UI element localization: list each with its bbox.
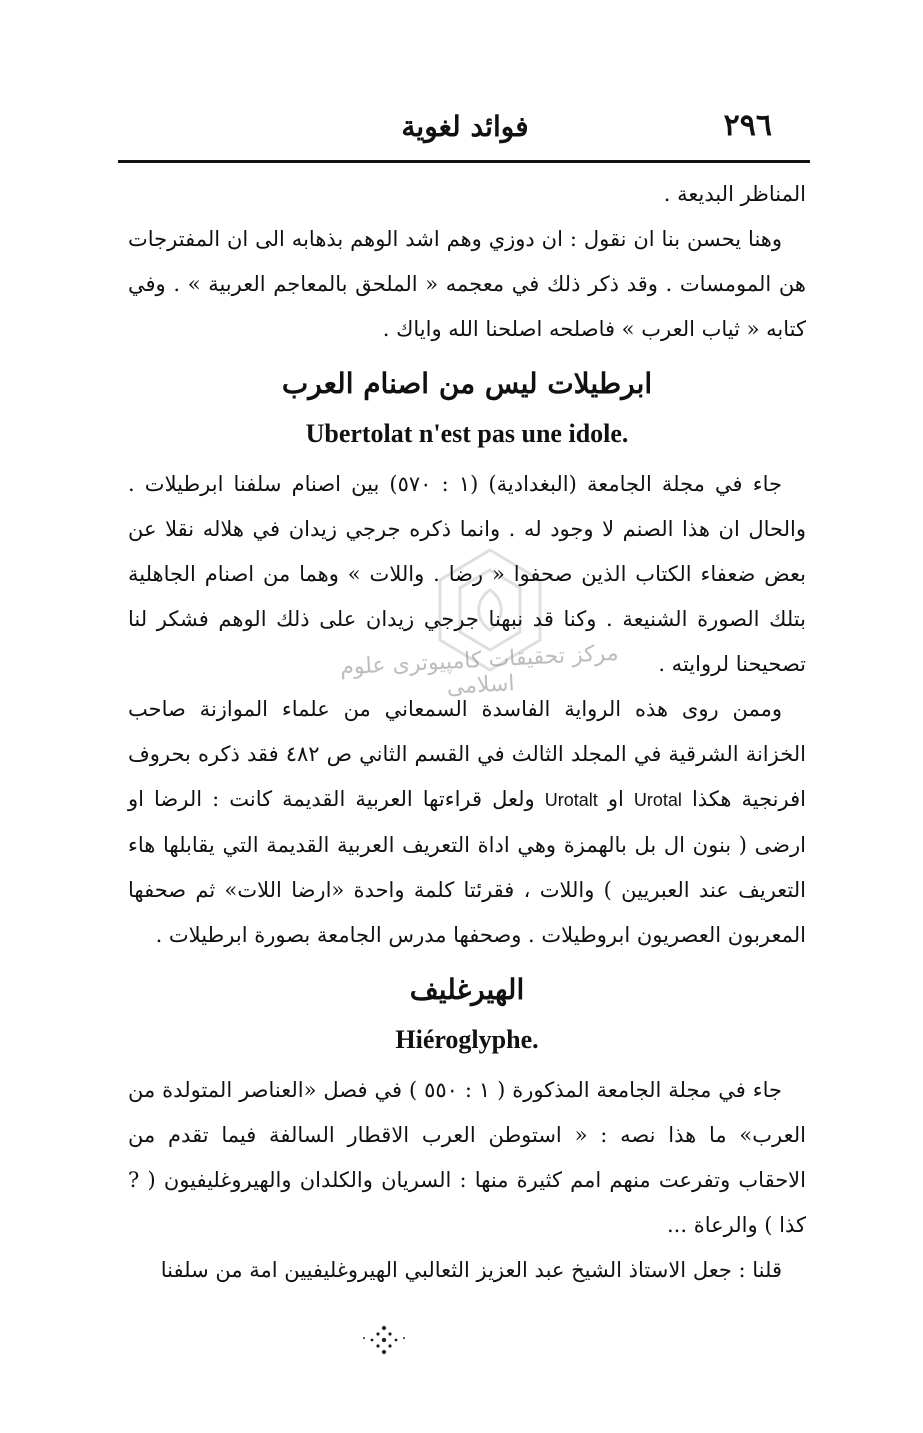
latin-word-urotalt: Urotalt xyxy=(544,790,598,810)
paragraph-3: جاء في مجلة الجامعة (البغدادية) (١ : ٥٧٠) بين اصنام سلفنا ابرطيلات . والحال ان هذا الصنم لا وجود له . وانما ذكره جرجي زيدان في هلاله نقلا عن بعض ضعفاء الكتاب الذين صحفوا « رضا . واللات » وهما من اصنام الجاهلية بتلك الصورة الشنيعة . وكنا قد نبهنا جرجي زيدان على ذلك الوهم فشكر لنا تصحيحنا لروايته . xyxy=(128,472,806,676)
paragraph-4-part-b: ولعل قراءتها العربية القديمة كانت : الرضا او ارضى ( بنون ال بل بالهمزة وهي اداة التعريف العربية القديمة التي يقابلها هاء التعريف عند العبريين ) واللات ، فقرئتا كلمة واحدة «ارضا اللات» ثم صحفها المعربون العصريون ابروطيلات . وصحفها مدرس الجامعة بصورة ابرطيلات . xyxy=(128,787,806,947)
ornament-icon xyxy=(344,1320,424,1360)
running-title: فوائد لغوية xyxy=(401,110,529,143)
page-number: ٢٩٦ xyxy=(723,108,772,143)
paragraph-6: قلنا : جعل الاستاذ الشيخ عبد العزيز الثعالبي الهيروغليفيين امة من سلفنا xyxy=(160,1258,782,1282)
paragraph-2: وهنا يحسن بنا ان نقول : ان دوزي وهم اشد الوهم بذهابه الى ان المفترجات هن المومسات . وقد ذكر ذلك في معجمه « الملحق بالمعاجم العربية » . وفي كتابه « ثياب العرب » فاصلحه اصلحنا الله واياك . xyxy=(128,227,806,341)
paragraph-4-part-a: وممن روى هذه الرواية الفاسدة السمعاني من علماء الموازنة صاحب الخزانة الشرقية في المجلد الثالث في القسم الثاني ص ٤٨٢ فقد ذكره بحروف افرنجية هكذا xyxy=(128,697,807,811)
section-1-title-latin: Ubertolat n'est pas une idole. xyxy=(305,419,629,448)
paragraph-5: جاء في مجلة الجامعة المذكورة ( ١ : ٥٥٠ ) في فصل «العناصر المتولدة من العرب» ما هذا نصه : « استوطن العرب الاقطار السالفة فيما تقدم من الاحقاب وتفرعت منهم امم كثيرة منها : السريان والكلدان والهيروغليفيون ( ? كذا ) والرعاة ... xyxy=(128,1078,806,1237)
paragraph-4 xyxy=(128,687,806,958)
section-2-title-latin: Hiéroglyphe. xyxy=(395,1025,539,1054)
paragraph-1: المناظر البديعة . xyxy=(663,182,806,206)
section-1-title-arabic: ابرطيلات ليس من اصنام العرب xyxy=(281,367,653,400)
watermark-text: مرکز تحقیقات کامپیوتری علوم اسلامی xyxy=(339,640,620,700)
latin-word-urotal: Urotal xyxy=(633,790,682,810)
body-text xyxy=(128,172,806,1293)
paragraph-4-or: او xyxy=(607,787,624,811)
page-header xyxy=(120,108,810,152)
header-rule xyxy=(118,160,810,163)
section-2-title-arabic: الهيرغليف xyxy=(409,973,525,1006)
